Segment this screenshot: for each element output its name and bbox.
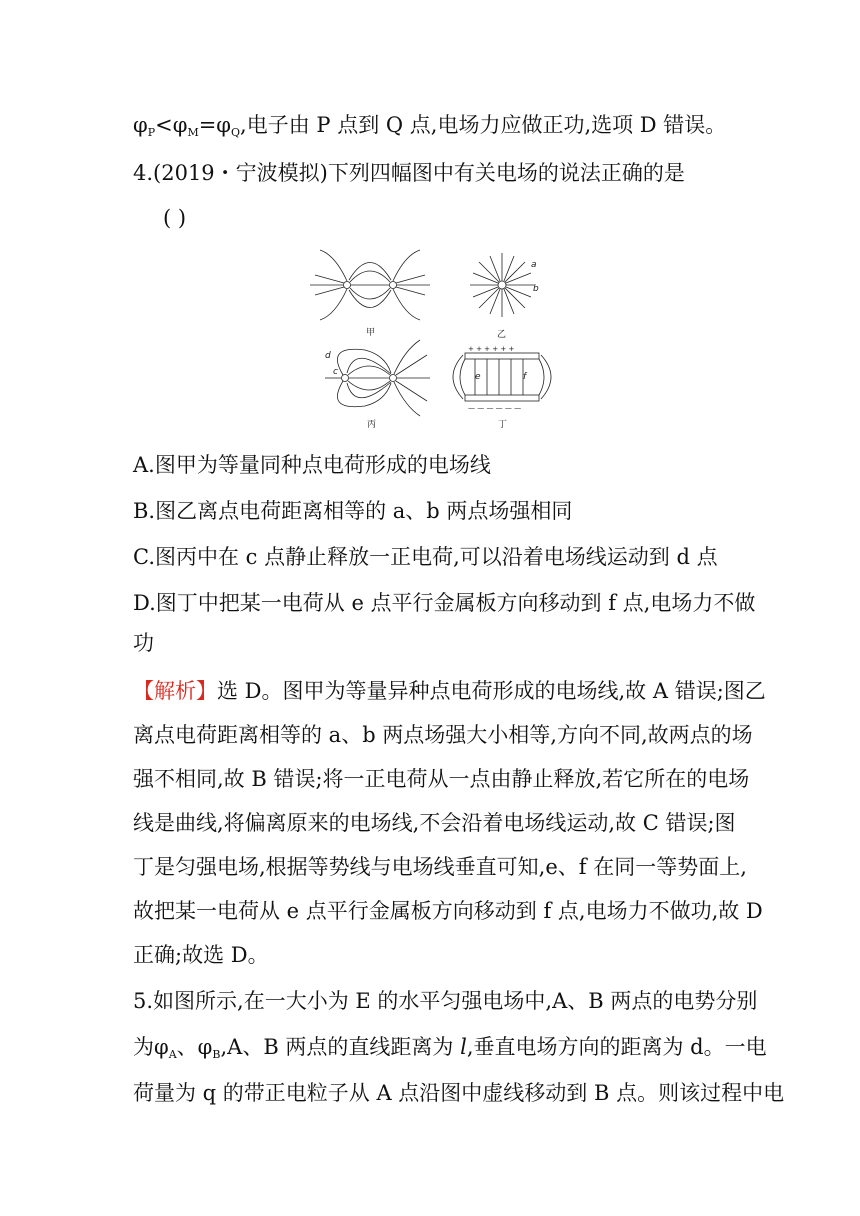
figure-ding-field-lines (453, 353, 551, 401)
option-d-line2: 功 (133, 631, 154, 655)
label-yi: 乙 (497, 330, 507, 340)
point-label-b: b (533, 284, 539, 294)
question-5-line-2: 为$\varphi_A$、$\varphi_B,A$、B 两点的直线距离为 l,垂直电场方向的距离为 d。一电 (133, 1035, 767, 1061)
label-jia: 甲 (366, 328, 376, 338)
analysis-line-2: 离点电荷距离相等的 a、b 两点场强大小相等,方向不同,故两点的场 (133, 723, 753, 747)
analysis-line-7: 正确;故选 D。 (133, 943, 269, 967)
figure-bing-field-lines (325, 340, 430, 416)
analysis-line-1: 【解析】选 D。图甲为等量异种点电荷形成的电场线,故 A 错误;图乙 (133, 679, 766, 703)
option-c: C.图丙中在 c 点静止释放一正电荷,可以沿着电场线运动到 d 点 (133, 545, 718, 569)
question-5-line-3: 荷量为 q 的带正电粒子从 A 点沿图中虚线移动到 B 点。则该过程中电 (133, 1081, 785, 1105)
question-5-line-1: 5.如图所示,在一大小为 E 的水平匀强电场中,A、B 两点的电势分别 (133, 989, 758, 1013)
answer-fragment-line: $\varphi_P<\varphi_M=\varphi_Q$,电子由 P 点到 Q 点,电场力应做正功,选项 D 错误。 (133, 113, 727, 139)
analysis-line-5: 丁是匀强电场,根据等势线与电场线垂直可知,e、f 在同一等势面上, (133, 855, 747, 879)
figure-jia-field-lines (310, 250, 430, 320)
label-bing: 丙 (367, 420, 377, 430)
answer-parentheses: ( ) (163, 206, 187, 230)
analysis-line-6: 故把某一电荷从 e 点平行金属板方向移动到 f 点,电场力不做功,故 D (133, 899, 763, 923)
analysis-line-3: 强不相同,故 B 错误;将一正电荷从一点由静止释放,若它所在的电场 (133, 767, 750, 791)
point-label-f: f (523, 372, 527, 382)
point-label-d: d (325, 351, 331, 361)
option-b: B.图乙离点电荷距离相等的 a、b 两点场强相同 (133, 499, 573, 523)
option-a: A.图甲为等量同种点电荷形成的电场线 (133, 453, 491, 477)
option-d-line1: D.图丁中把某一电荷从 e 点平行金属板方向移动到 f 点,电场力不做 (133, 591, 756, 615)
analysis-tag: 【解析】 (133, 679, 217, 703)
plate-top-signs: + + + + + + (468, 345, 515, 353)
point-label-c: c (333, 367, 338, 377)
label-ding: 丁 (498, 420, 508, 430)
point-label-a: a (531, 260, 537, 270)
analysis-line-4: 线是曲线,将偏离原来的电场线,不会沿着电场线运动,故 C 错误;图 (133, 811, 736, 835)
point-label-e: e (475, 372, 481, 382)
question-4-stem: 4.(2019・宁波模拟)下列四幅图中有关电场的说法正确的是 (133, 161, 685, 185)
electric-field-figures (305, 245, 555, 430)
plate-bottom-signs: — — — — — — (468, 404, 522, 412)
figure-yi-field-lines (470, 253, 534, 317)
